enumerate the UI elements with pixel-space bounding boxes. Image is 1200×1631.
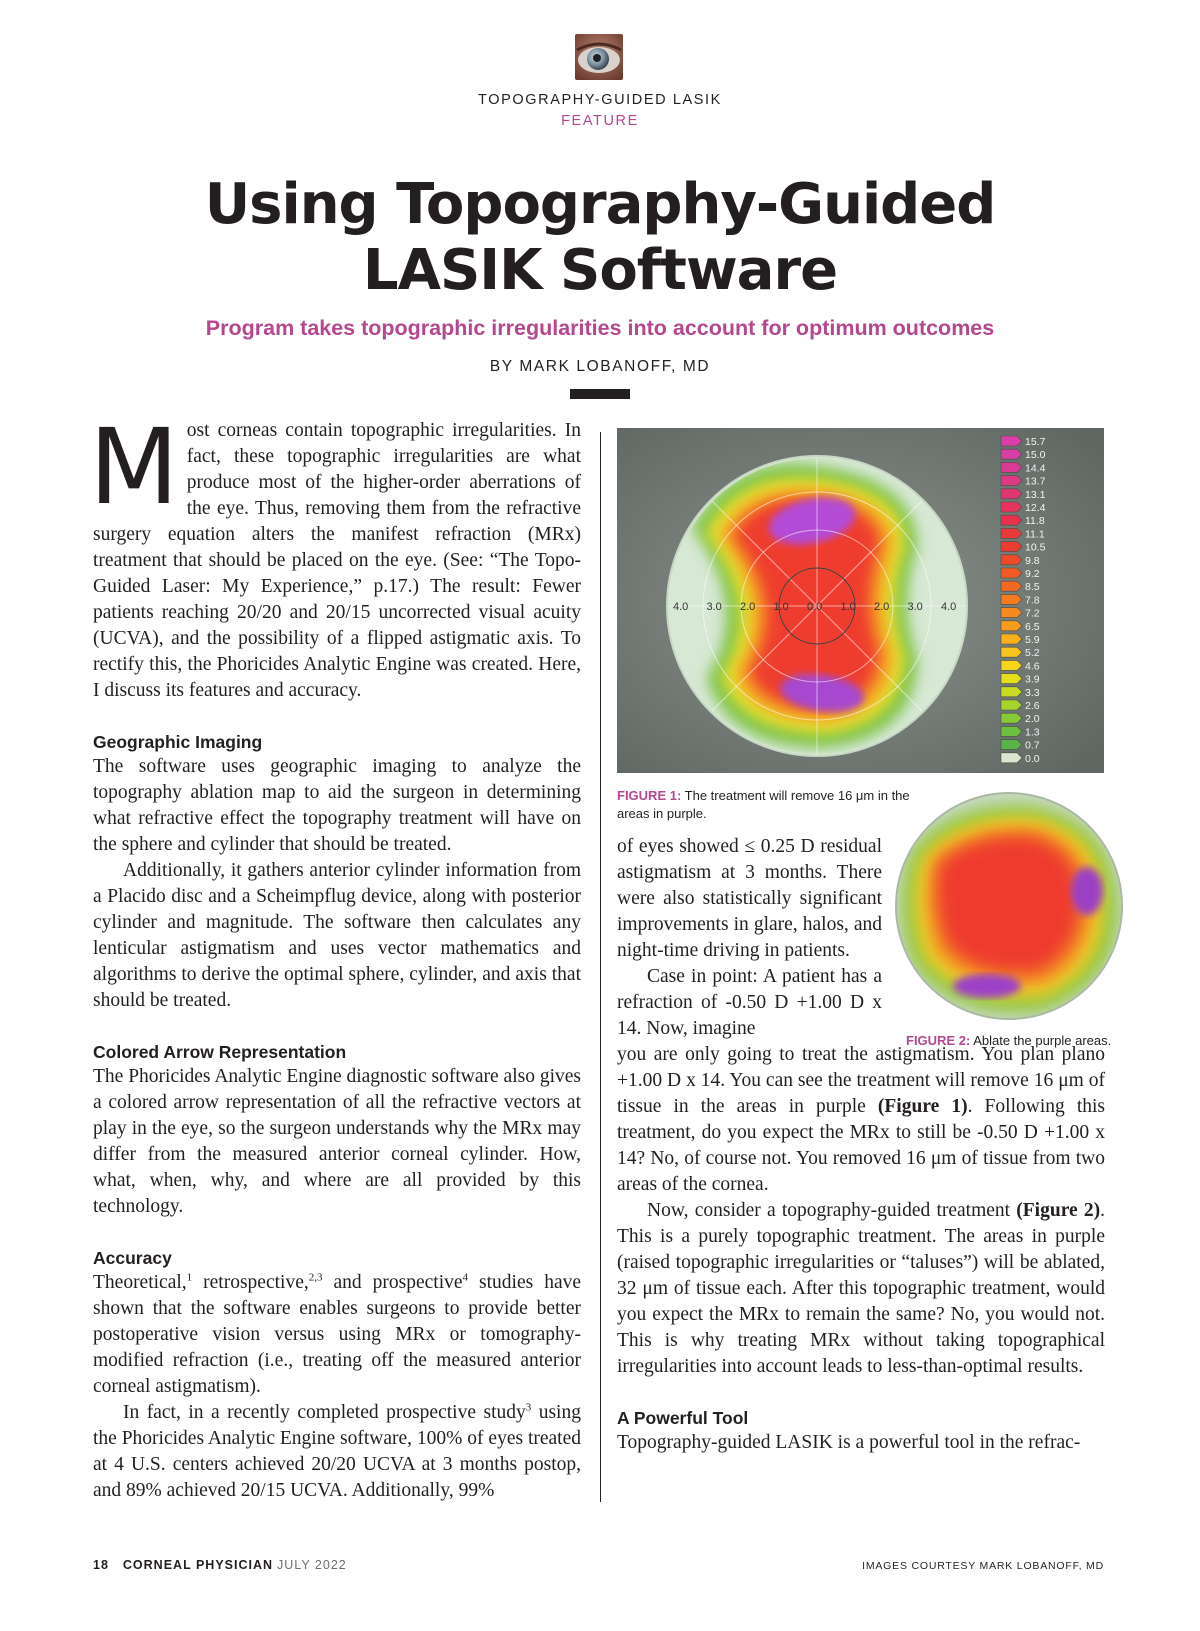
figure-1-caption: FIGURE 1: The treatment will remove 16 μm in the areas in purple. [617, 788, 910, 821]
scale-value: 15.7 [1025, 436, 1046, 448]
accuracy-paragraph-1: Theoretical,$^1$ retrospective,$^{2,3}$ and prospective$^4$ studies have shown that the software enables surgeons to provide better postoperative vision versus using MRx or tomography-modified refraction (i.e., treating off the measured anterior corneal astigmatism). [93, 1271, 582, 1397]
page-title [0, 172, 1200, 304]
tool-paragraph: Topography-guided LASIK is a powerful tool in the refrac- [617, 1432, 1081, 1453]
scale-value: 1.3 [1025, 726, 1040, 739]
scale-value: 5.2 [1025, 647, 1040, 660]
heading-powerful-tool: A Powerful Tool [617, 1408, 749, 1428]
scale-value: 5.9 [1025, 634, 1040, 646]
column-divider [600, 432, 601, 1502]
scale-swatch [1001, 489, 1022, 499]
geographic-paragraph-1: The software uses geographic imaging to analyze the topography ablation map to aid the surgeon in determining what refractive effect the topography treatment will have on the sphere and cylinder that should be treated. [93, 756, 581, 855]
heading-accuracy: Accuracy [93, 1248, 172, 1268]
scale-swatch [1001, 753, 1022, 763]
scale-swatch [1001, 700, 1022, 710]
right-paragraph-2b: you are only going to treat the astigmatism. You plan plano +1.00 D x 14. You can see the treatment will remove 16 μm of tissue in the areas in purple (Figure 1). Following this treatment, do you expect the MRx to still be -0.50 D +1.00 x 14? No, of course not. You removed 16 μm of tissue from two areas of the cornea. [617, 1044, 1105, 1195]
scale-value: 4.6 [1025, 660, 1040, 673]
scale-swatch [1001, 555, 1022, 565]
title-line-1: Using Topography-Guided [204, 172, 996, 237]
drop-cap: M [89, 406, 179, 528]
axis-tick-label: 4.0 [673, 601, 689, 613]
section-label: TOPOGRAPHY-GUIDED LASIK [478, 92, 722, 108]
scale-swatch [1001, 740, 1022, 750]
scale-value: 11.8 [1025, 515, 1045, 528]
scale-value: 6.5 [1025, 620, 1040, 633]
right-paragraph-1: of eyes showed ≤ 0.25 D residual astigmatism at 3 months. There were also statistically significant improvements in glare, halos, and night-time driving in patients. [617, 836, 882, 961]
scale-value: 7.8 [1025, 594, 1040, 607]
magazine-name: CORNEAL PHYSICIAN [122, 1558, 274, 1572]
right-paragraph-3: Now, consider a topography-guided treatment (Figure 2). This is a purely topographic treatment. The areas in purple (raised topographic irregularities or “taluses”) will be ablated, 32 μm of tissue each. After this topographic treatment, would you expect the MRx to remain the same? No, you would not. This is why treating MRx without taking topographical irregularities into account leads to less-than-optimal results. [617, 1200, 1105, 1377]
scale-swatch [1001, 674, 1022, 684]
scale-swatch [1001, 515, 1022, 525]
page-number: 18 [93, 1558, 109, 1572]
arrow-paragraph: The Phoricides Analytic Engine diagnostic software also gives a colored arrow representation of all the refractive vectors at play in the eye, so the surgeon understands why the MRx may differ from the measured anterior corneal cylinder. How, what, when, why, and where are all provided by this technology. [93, 1066, 581, 1217]
scale-swatch [1001, 436, 1022, 446]
axis-tick-label: 0.0 [807, 601, 823, 613]
figure-1-topography-map [617, 428, 1104, 773]
article-kicker [0, 92, 1200, 129]
scale-swatch [1001, 660, 1022, 670]
scale-value: 0.0 [1025, 752, 1040, 765]
scale-value: 11.1 [1025, 528, 1045, 541]
scale-swatch [1001, 608, 1022, 618]
axis-tick-label: 3.0 [706, 601, 722, 613]
scale-swatch [1001, 462, 1022, 472]
scale-value: 14.4 [1025, 462, 1046, 475]
author-byline: BY MARK LOBANOFF, MD [489, 358, 711, 375]
scale-value: 10.5 [1025, 541, 1046, 554]
scale-value: 3.9 [1025, 673, 1040, 686]
scale-swatch [1001, 476, 1022, 486]
axis-tick-label: 1.0 [773, 601, 789, 613]
figure-2-caption: FIGURE 2: Ablate the purple areas. [906, 1033, 1112, 1048]
right-paragraph-2a: Case in point: A patient has a refraction of -0.50 D +1.00 D x 14. Now, imagine [617, 966, 882, 1039]
figure-1-axis-ticks [673, 601, 956, 613]
geographic-paragraph-2: Additionally, it gathers anterior cylinder information from a Placido disc and a Scheimpflug device, along with posterior cylinder and magnitude. The software then calculates any lenticular astigmatism and uses vector mathematics and algorithms to derive the optimal sphere, cylinder, and axis that should be treated. [93, 860, 581, 1011]
scale-swatch [1001, 581, 1022, 591]
accuracy-paragraph-2: In fact, in a recently completed prospective study$^3$ using the Phoricides Analytic Engine software, 100% of eyes treated at 4 U.S. centers achieved 20/20 UCVA at 3 months postop, and 89% achieved 20/15 UCVA. Additionally, 99% [93, 1401, 581, 1501]
scale-value: 12.4 [1025, 502, 1046, 514]
scale-swatch [1001, 594, 1022, 604]
intro-text: ost corneas contain topographic irregularities. In fact, these topographic irregularities are what produce most of the higher-order aberrations of the eye. Thus, removing them from the refractive surgery equation alters the manifest refraction (MRx) treatment that should be placed on the eye. (See: “The Topo-Guided Laser: My Experience,” p.17.) The result: Fewer patients reaching 20/20 and 20/15 uncorrected visual acuity (UCVA), and the possibility of a flipped astigmatic axis. To rectify this, the Phoricides Analytic Engine was created. Here, I discuss its features and accuracy. [93, 420, 581, 701]
scale-value: 15.0 [1025, 449, 1046, 462]
scale-value: 7.2 [1025, 607, 1040, 620]
scale-swatch [1001, 621, 1022, 631]
scale-swatch [1001, 687, 1022, 697]
issue-date: JULY 2022 [277, 1558, 347, 1572]
image-credit: IMAGES COURTESY MARK LOBANOFF, MD [862, 1560, 1104, 1572]
article-deck: Program takes topographic irregularities into account for optimum outcomes [205, 316, 995, 340]
scale-swatch [1001, 528, 1022, 538]
scale-value: 2.6 [1025, 700, 1040, 712]
scale-swatch [1001, 647, 1022, 657]
axis-tick-label: 2.0 [740, 601, 756, 613]
scale-swatch [1001, 502, 1022, 512]
axis-tick-label: 4.0 [941, 601, 957, 613]
scale-swatch [1001, 568, 1022, 578]
scale-value: 9.2 [1025, 568, 1040, 580]
heading-geographic-imaging: Geographic Imaging [93, 732, 263, 752]
axis-tick-label: 2.0 [874, 601, 890, 613]
scale-value: 9.8 [1025, 554, 1040, 567]
title-line-2: LASIK Software [362, 238, 838, 303]
scale-value: 13.7 [1025, 475, 1046, 488]
scale-swatch [1001, 713, 1022, 723]
axis-tick-label: 3.0 [907, 601, 923, 613]
heading-colored-arrow: Colored Arrow Representation [93, 1042, 347, 1062]
intro-paragraph [89, 406, 581, 704]
footer-folio [93, 1558, 347, 1572]
title-rule [570, 389, 630, 399]
right-column [617, 834, 1105, 1456]
scale-swatch [1001, 726, 1022, 736]
feature-label: FEATURE [561, 113, 639, 129]
scale-value: 8.5 [1025, 581, 1040, 594]
header-eye-photo [575, 34, 623, 80]
axis-tick-label: 1.0 [840, 601, 856, 613]
left-column [89, 406, 582, 1504]
scale-value: 2.0 [1025, 713, 1040, 726]
scale-swatch [1001, 449, 1022, 459]
scale-swatch [1001, 634, 1022, 644]
scale-value: 13.1 [1025, 488, 1046, 501]
scale-value: 0.7 [1025, 739, 1040, 752]
scale-swatch [1001, 542, 1022, 552]
scale-value: 3.3 [1025, 686, 1040, 699]
